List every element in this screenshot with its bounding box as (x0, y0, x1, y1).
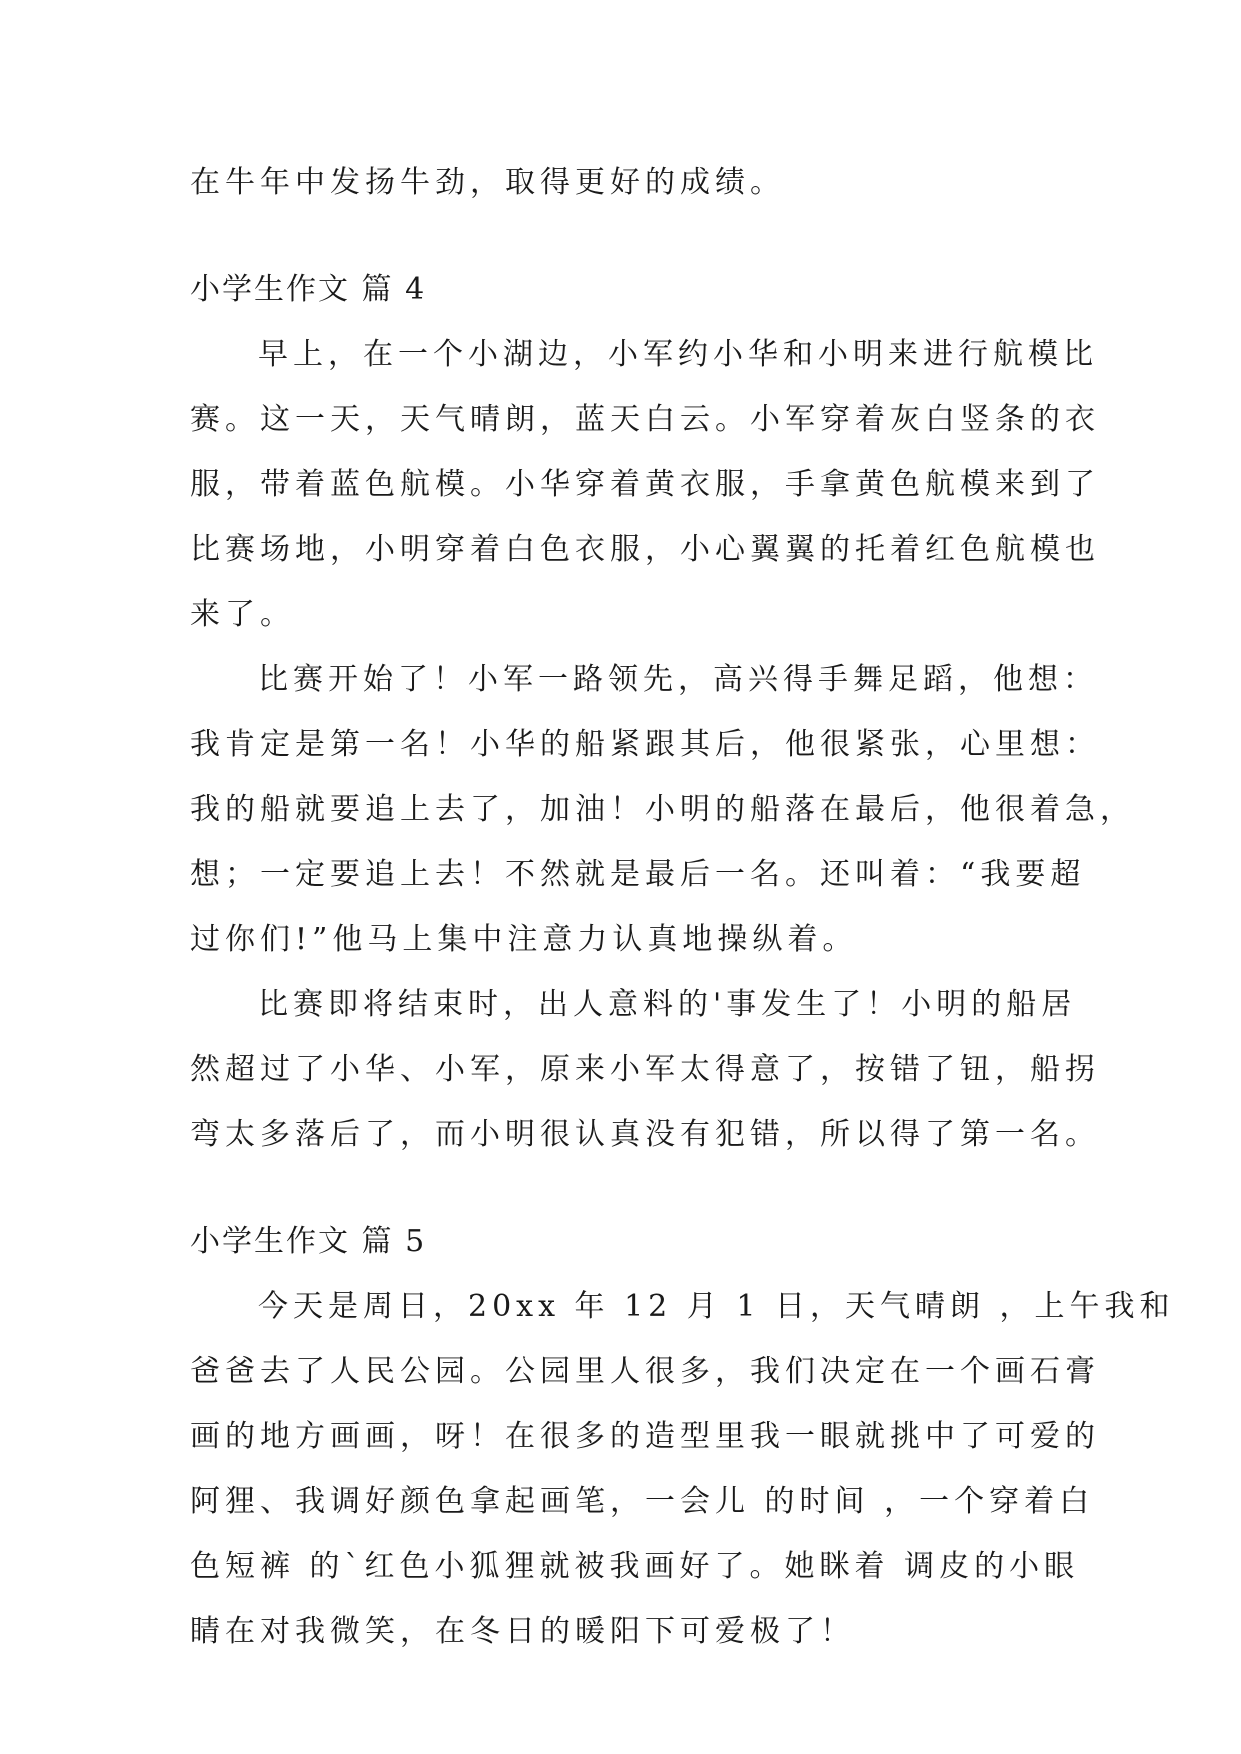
text-line: 爸爸去了人民公园。公园里人很多，我们决定在一个画石膏 (190, 1354, 1100, 1389)
document-page (190, 150, 1175, 1664)
section-5-paragraph-1 (190, 1274, 1175, 1664)
text-line: 在牛年中发扬牛劲，取得更好的成绩。 (190, 165, 785, 200)
text-line: 弯太多落后了，而小明很认真没有犯错，所以得了第一名。 (190, 1117, 1100, 1152)
text-line: 比赛即将结束时，出人意料的'事发生了！小明的船居 (258, 987, 1077, 1022)
text-line: 比赛场地，小明穿着白色衣服，小心翼翼的托着红色航模也 (190, 532, 1100, 567)
section-4-heading: 小学生作文 篇 4 (190, 272, 427, 307)
text-line: 服，带着蓝色航模。小华穿着黄衣服，手拿黄色航模来到了 (190, 467, 1100, 502)
spacer (190, 215, 1060, 257)
text-line: 赛。这一天，天气晴朗，蓝天白云。小军穿着灰白竖条的衣 (190, 402, 1100, 437)
text-line: 比赛开始了！小军一路领先，高兴得手舞足蹈，他想： (258, 662, 1098, 697)
text-line: 睛在对我微笑，在冬日的暖阳下可爱极了！ (190, 1614, 855, 1649)
section-4-paragraph-1 (190, 322, 1100, 647)
text-line: 然超过了小华、小军，原来小军太得意了，按错了钮，船拐 (190, 1052, 1100, 1087)
intro-paragraph (190, 150, 1060, 215)
text-line: 来了。 (190, 597, 295, 632)
text-line: 色短裤 的`红色小狐狸就被我画好了。她眯着 调皮的小眼 (190, 1549, 1080, 1584)
section-4-paragraph-3 (190, 972, 1100, 1167)
text-line: 早上，在一个小湖边，小军约小华和小明来进行航模比 (258, 337, 1098, 372)
text-line: 想；一定要追上去！不然就是最后一名。还叫着：“我要超 (190, 857, 1086, 892)
text-line: 画的地方画画，呀！在很多的造型里我一眼就挑中了可爱的 (190, 1419, 1100, 1454)
section-4-paragraph-2 (190, 647, 1135, 972)
section-5-heading: 小学生作文 篇 5 (190, 1224, 427, 1259)
text-line: 阿狸、我调好颜色拿起画笔，一会儿 的时间 ，一个穿着白 (190, 1484, 1095, 1519)
text-line: 我的船就要追上去了，加油！小明的船落在最后，他很着急， (190, 792, 1135, 827)
spacer (190, 1167, 1060, 1209)
text-line: 我肯定是第一名！小华的船紧跟其后，他很紧张，心里想： (190, 727, 1100, 762)
text-line: 过你们!”他马上集中注意力认真地操纵着。 (190, 922, 858, 957)
text-line: 今天是周日，20xx 年 12 月 1 日，天气晴朗 ，上午我和 (258, 1289, 1175, 1324)
